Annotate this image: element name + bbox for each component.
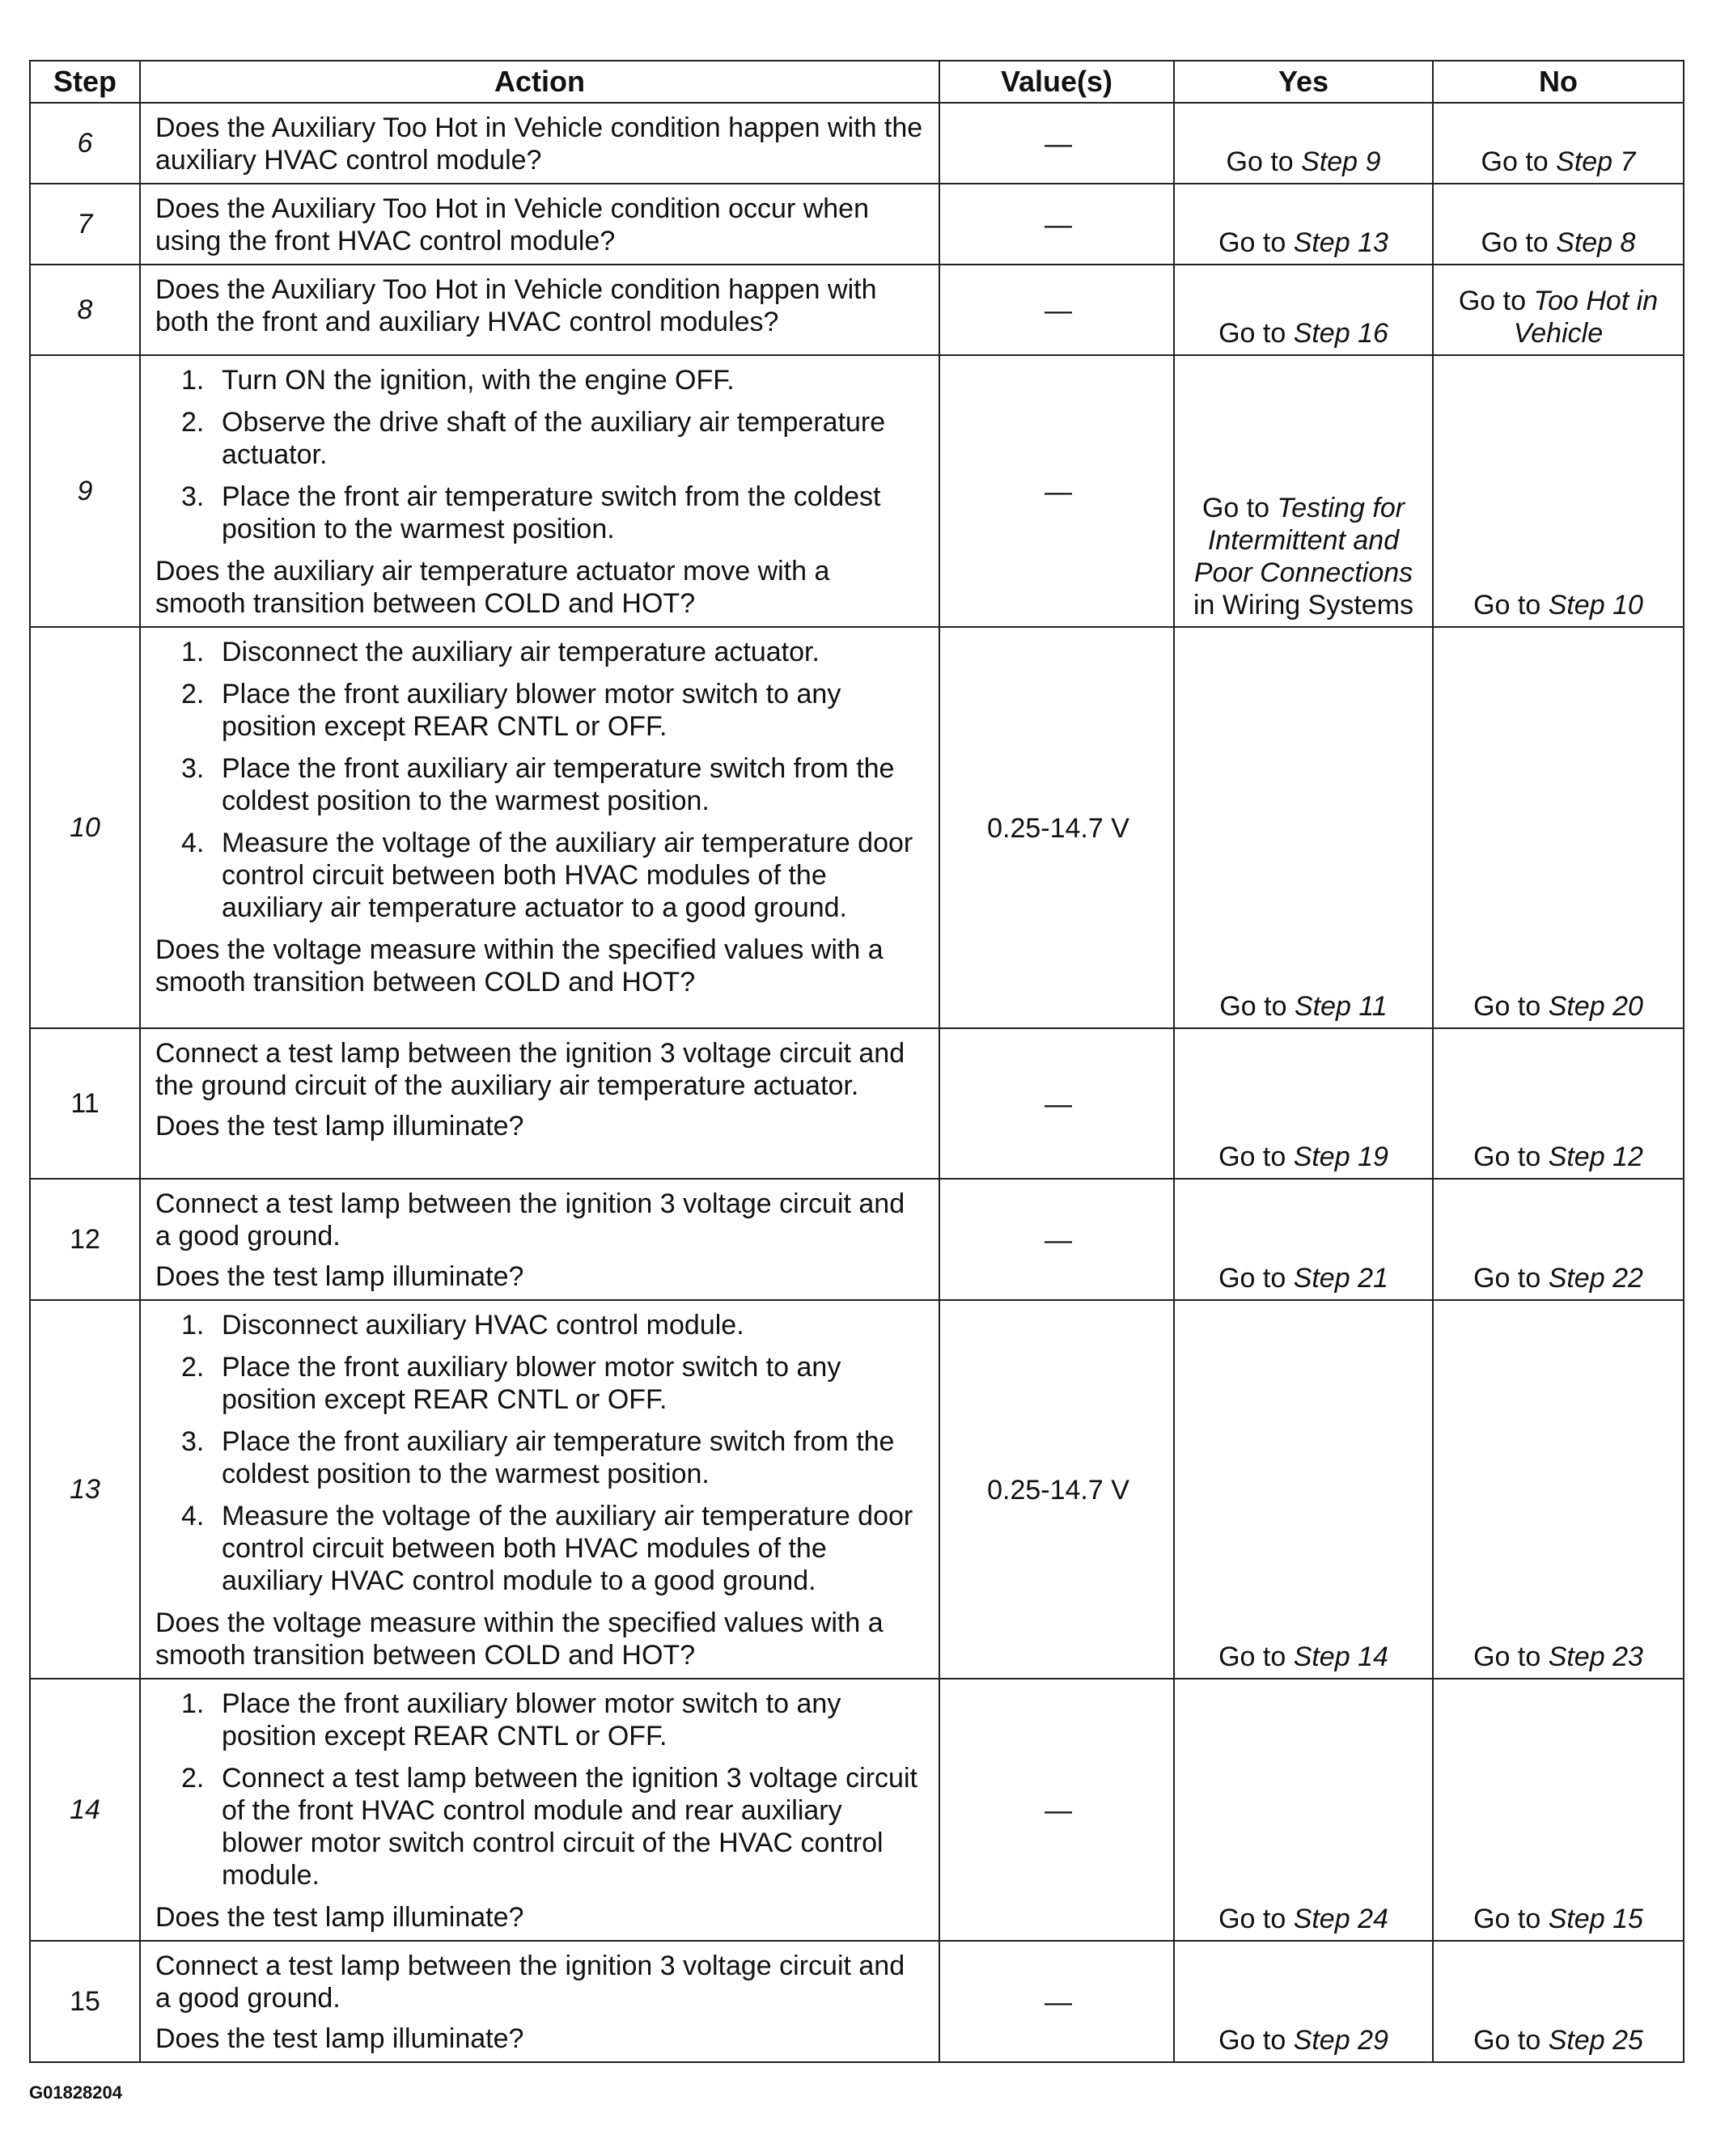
substep-number: 1. (181, 1688, 205, 1719)
no-link[interactable]: Go to Step 25 (1473, 2025, 1643, 2056)
action-cell (140, 103, 939, 184)
substep-number: 1. (181, 1310, 205, 1341)
step-number: 11 (30, 1028, 140, 1179)
value-cell: — (939, 1028, 1174, 1179)
no-cell (1433, 103, 1684, 184)
table-row (30, 355, 1684, 627)
question-text: Does the Auxiliary Too Hot in Vehicle condition happen with the auxiliary HVAC control module? (155, 112, 923, 176)
no-cell (1433, 627, 1684, 1028)
step-number: 15 (30, 1941, 140, 2062)
value-cell: — (939, 1941, 1174, 2062)
action-cell (140, 1941, 939, 2062)
substep-text: Place the front auxiliary air temperature switch from the coldest position to the warmest position. (222, 753, 895, 816)
step-number: 14 (30, 1679, 140, 1941)
yes-cell (1174, 1679, 1433, 1941)
value-cell: 0.25-14.7 V (939, 627, 1174, 1028)
substep-text: Place the front air temperature switch from the coldest position to the warmest position. (222, 481, 881, 544)
no-link[interactable]: Go to Step 23 (1473, 1641, 1643, 1672)
no-link[interactable]: Go to Step 8 (1481, 227, 1636, 258)
no-link[interactable]: Go to Step 22 (1473, 1263, 1643, 1294)
no-link[interactable]: Go to Step 20 (1473, 991, 1643, 1022)
step-number: 9 (30, 355, 140, 627)
step-number: 12 (30, 1179, 140, 1300)
action-cell (140, 1300, 939, 1679)
yes-cell (1174, 627, 1433, 1028)
yes-link[interactable]: Go to Step 11 (1219, 991, 1388, 1022)
table-row (30, 1941, 1684, 2062)
step-number: 6 (30, 103, 140, 184)
table-row (30, 1679, 1684, 1941)
instruction-text: Connect a test lamp between the ignition 3 voltage circuit and a good ground. (155, 1188, 905, 1252)
value-cell: — (939, 184, 1174, 265)
substep-text: Turn ON the ignition, with the engine OFF. (222, 365, 735, 396)
action-substep (155, 364, 927, 396)
no-cell (1433, 1179, 1684, 1300)
action-cell (140, 355, 939, 627)
diagnostic-table (29, 60, 1684, 2063)
header-step: Step (30, 61, 140, 103)
substep-number: 3. (181, 481, 205, 512)
yes-cell (1174, 355, 1433, 627)
table-row (30, 1028, 1684, 1179)
action-substep (155, 1425, 927, 1490)
substep-text: Measure the voltage of the auxiliary air temperature door control circuit between both HVAC modules of the auxiliary air temperature actuator to a good ground. (222, 828, 913, 923)
action-cell (140, 265, 939, 355)
no-cell (1433, 1300, 1684, 1679)
no-cell (1433, 1028, 1684, 1179)
substep-text: Place the front auxiliary air temperature switch from the coldest position to the warmest position. (222, 1426, 895, 1489)
header-yes: Yes (1174, 61, 1433, 103)
substep-text: Disconnect auxiliary HVAC control module. (222, 1310, 744, 1341)
substep-number: 1. (181, 637, 205, 667)
yes-link[interactable]: Go to Step 21 (1218, 1263, 1388, 1294)
action-cell (140, 1028, 939, 1179)
yes-link[interactable]: Go to Step 14 (1218, 1641, 1388, 1672)
table-row (30, 265, 1684, 355)
yes-cell (1174, 1179, 1433, 1300)
action-substep (155, 1688, 927, 1752)
value-cell: — (939, 265, 1174, 355)
action-substep (155, 1500, 927, 1597)
action-substep (155, 481, 927, 545)
instruction-text: Connect a test lamp between the ignition 3 voltage circuit and a good ground. (155, 1951, 905, 2014)
step-number: 8 (30, 265, 140, 355)
question-text: Does the voltage measure within the specified values with a smooth transition between COLD and HOT? (155, 1607, 884, 1671)
yes-cell (1174, 184, 1433, 265)
question-text: Does the test lamp illuminate? (155, 1261, 524, 1292)
yes-link[interactable]: Go to Step 29 (1218, 2025, 1388, 2056)
action-substep (155, 1351, 927, 1416)
substep-text: Place the front auxiliary blower motor switch to any position except REAR CNTL or OFF. (222, 679, 841, 742)
header-no: No (1433, 61, 1684, 103)
figure-id: G01828204 (29, 2082, 122, 2103)
no-cell (1433, 184, 1684, 265)
step-number: 7 (30, 184, 140, 265)
action-substep (155, 1309, 927, 1341)
no-link[interactable]: Go to Step 15 (1473, 1904, 1643, 1934)
value-cell: — (939, 1179, 1174, 1300)
value-cell: — (939, 355, 1174, 627)
value-cell: 0.25-14.7 V (939, 1300, 1174, 1679)
yes-link[interactable]: Go to Step 13 (1218, 227, 1388, 258)
substep-number: 2. (181, 1352, 205, 1383)
no-cell (1433, 355, 1684, 627)
yes-cell (1174, 1028, 1433, 1179)
action-substep (155, 1762, 927, 1891)
substep-number: 2. (181, 407, 205, 438)
yes-cell (1174, 1300, 1433, 1679)
value-cell: — (939, 103, 1174, 184)
instruction-text: Connect a test lamp between the ignition 3 voltage circuit and the ground circuit of the auxiliary air temperature actuator. (155, 1038, 905, 1101)
no-cell (1433, 265, 1684, 355)
value-cell: — (939, 1679, 1174, 1941)
substep-number: 4. (181, 1501, 205, 1531)
substep-number: 4. (181, 828, 205, 858)
action-cell (140, 1179, 939, 1300)
action-cell (140, 184, 939, 265)
action-cell (140, 627, 939, 1028)
header-values: Value(s) (939, 61, 1174, 103)
yes-cell (1174, 1941, 1433, 2062)
question-text: Does the Auxiliary Too Hot in Vehicle condition happen with both the front and auxiliary HVAC control modules? (155, 274, 877, 337)
substep-number: 2. (181, 679, 205, 709)
no-cell (1433, 1679, 1684, 1941)
action-substep (155, 827, 927, 924)
question-text: Does the voltage measure within the specified values with a smooth transition between COLD and HOT? (155, 934, 884, 998)
question-text: Does the test lamp illuminate? (155, 1111, 524, 1142)
substep-number: 3. (181, 753, 205, 784)
no-link[interactable]: Go to Step 10 (1473, 590, 1643, 621)
substep-text: Place the front auxiliary blower motor switch to any position except REAR CNTL or OFF. (222, 1688, 841, 1751)
substep-text: Disconnect the auxiliary air temperature actuator. (222, 637, 820, 667)
substep-number: 2. (181, 1763, 205, 1794)
step-number: 10 (30, 627, 140, 1028)
question-text: Does the test lamp illuminate? (155, 2023, 524, 2054)
no-link[interactable]: Go to Step 12 (1473, 1142, 1643, 1172)
action-cell (140, 1679, 939, 1941)
action-substep (155, 678, 927, 743)
table-row (30, 627, 1684, 1028)
yes-cell (1174, 265, 1433, 355)
table-row (30, 1179, 1684, 1300)
substep-number: 1. (181, 365, 205, 396)
yes-link[interactable]: Go to Testing for Intermittent and Poor Connections in Wiring Systems (1193, 493, 1414, 621)
table-row (30, 1300, 1684, 1679)
header-action: Action (140, 61, 939, 103)
substep-number: 3. (181, 1426, 205, 1457)
action-substep (155, 636, 927, 668)
question-text: Does the test lamp illuminate? (155, 1902, 524, 1933)
question-text: Does the Auxiliary Too Hot in Vehicle condition occur when using the front HVAC control module? (155, 193, 869, 256)
table-row (30, 184, 1684, 265)
no-link[interactable]: Go to Step 7 (1481, 146, 1636, 177)
header-row (30, 61, 1684, 103)
substep-text: Connect a test lamp between the ignition 3 voltage circuit of the front HVAC control module and rear auxiliary blower motor switch control circuit of the HVAC control module. (222, 1763, 917, 1891)
yes-link[interactable]: Go to Step 16 (1218, 318, 1388, 349)
yes-link[interactable]: Go to Step 9 (1226, 146, 1381, 177)
question-text: Does the auxiliary air temperature actuator move with a smooth transition between COLD and HOT? (155, 556, 830, 619)
step-number: 13 (30, 1300, 140, 1679)
yes-link[interactable]: Go to Step 24 (1218, 1904, 1388, 1934)
substep-text: Measure the voltage of the auxiliary air temperature door control circuit between both HVAC modules of the auxiliary HVAC control module to a good ground. (222, 1501, 913, 1596)
substep-text: Place the front auxiliary blower motor switch to any position except REAR CNTL or OFF. (222, 1352, 841, 1415)
action-substep (155, 406, 927, 471)
substep-text: Observe the drive shaft of the auxiliary air temperature actuator. (222, 407, 886, 470)
table-row (30, 103, 1684, 184)
yes-cell (1174, 103, 1433, 184)
action-substep (155, 752, 927, 817)
no-link[interactable]: Go to Too Hot in Vehicle (1458, 286, 1659, 349)
yes-link[interactable]: Go to Step 19 (1218, 1142, 1388, 1172)
no-cell (1433, 1941, 1684, 2062)
